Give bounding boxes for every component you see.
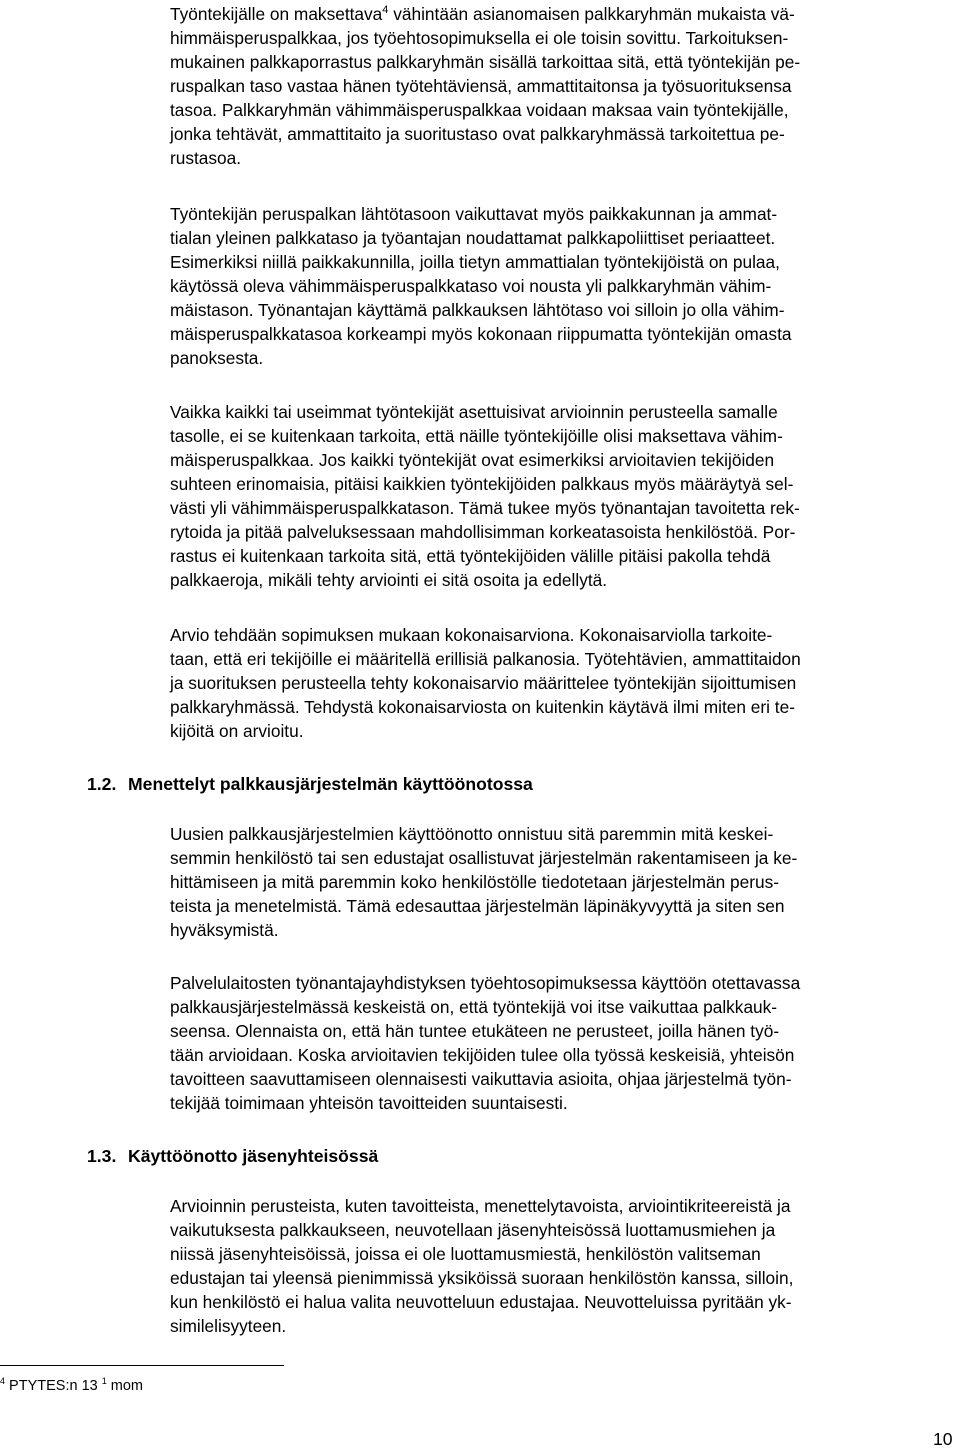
text-line: kun henkilöstö ei halua valita neuvotteluun edustajaa. Neuvotteluissa pyritään yk-: [170, 1292, 792, 1312]
text-line: ja suorituksen perusteella tehty kokonaisarvio määrittelee työntekijän sijoittumisen: [170, 673, 797, 693]
text-line: Arvio tehdään sopimuksen mukaan kokonaisarviona. Kokonaisarviolla tarkoite-: [170, 625, 773, 645]
text-line: semmin henkilöstö tai sen edustajat osallistuvat järjestelmän rakentamiseen ja ke-: [170, 848, 798, 868]
text-line: tasoa. Palkkaryhmän vähimmäisperuspalkkaa voidaan maksaa vain työntekijälle,: [170, 100, 789, 120]
text-line: palkkaeroja, mikäli tehty arviointi ei sitä osoita ja edellytä.: [170, 570, 608, 590]
text-line: Vaikka kaikki tai useimmat työntekijät asettuisivat arvioinnin perusteella samalle: [170, 402, 778, 422]
footnote-text-end: mom: [106, 1378, 143, 1394]
footnote-marker: 4: [0, 1376, 6, 1386]
text-line: rustasoa.: [170, 148, 242, 168]
text-line: Työntekijän peruspalkan lähtötasoon vaikuttavat myös paikkakunnan ja ammat-: [170, 204, 778, 224]
text-line: mäisperuspalkkatasoa korkeampi myös kokonaan riippumatta työntekijän omasta: [170, 324, 792, 344]
text-line: tekijää toimimaan yhteisön tavoitteiden suuntaisesti.: [170, 1093, 568, 1113]
text-line: niissä jäsenyhteisöissä, joissa ei ole luottamusmiestä, henkilöstön valitseman: [170, 1244, 761, 1264]
footnote: [0, 1376, 143, 1396]
text-line: taan, että eri tekijöille ei määritellä erillisiä palkanosia. Työtehtävien, ammattitaidon: [170, 649, 801, 669]
text-line: Palvelulaitosten työnantajayhdistyksen työehtosopimuksessa käyttöön otettavassa: [170, 973, 801, 993]
text-line: tavoitteen saavuttamiseen olennaisesti vaikuttavia asioita, ohjaa järjestelmä työn-: [170, 1069, 792, 1089]
footnote-text: PTYTES:n 13: [5, 1378, 102, 1394]
text-line: mäisperuspalkkaa. Jos kaikki työntekijät ovat esimerkiksi arvioitavien tekijöiden: [170, 450, 775, 470]
text-line: rastus ei kuitenkaan tarkoita sitä, että työntekijöiden välille pitäisi pakolla tehdä: [170, 546, 771, 566]
text-line: kijöitä on arvioitu.: [170, 721, 304, 741]
text-line: palkkaryhmässä. Tehdystä kokonaisarviosta on kuitenkin käytävä ilmi miten eri te-: [170, 697, 795, 717]
section-heading-1-2: [87, 772, 533, 796]
text-line: västi yli vähimmäisperuspalkkatason. Tämä tukee myös työnantajan tavoitetta rek-: [170, 498, 800, 518]
text-line: tään arvioidaan. Koska arvioitavien tekijöiden tulee olla työssä keskeisiä, yhteisön: [170, 1045, 795, 1065]
footnote-sub-marker: 1: [101, 1376, 107, 1386]
text-line: Työntekijälle on maksettava$^4$ vähintään asianomaisen palkkaryhmän mukaista vä-: [170, 4, 795, 24]
section-heading-1-3: [87, 1144, 378, 1168]
text-line: suhteen erinomaisia, pitäisi kaikkien työntekijöiden palkkaus myös määräytyä sel-: [170, 474, 794, 494]
text-line: ruspalkan taso vastaa hänen työtehtäviensä, ammattitaitonsa ja työsuorituksensa: [170, 76, 792, 96]
text-line: tialan yleinen palkkataso ja työantajan noudattamat palkkapoliittiset periaatteet.: [170, 228, 776, 248]
section-number: 1.2.: [87, 774, 117, 794]
text-line: Arvioinnin perusteista, kuten tavoitteista, menettelytavoista, arviointikriteereistä ja: [170, 1196, 791, 1216]
text-line: Esimerkiksi niillä paikkakunnilla, joilla tietyn ammattialan työntekijöistä on pulaa,: [170, 252, 780, 272]
text-line: seensa. Olennaista on, että hän tuntee etukäteen ne perusteet, joilla hänen työ-: [170, 1021, 780, 1041]
section-number: 1.3.: [87, 1146, 117, 1166]
text-line: hittämiseen ja mitä paremmin koko henkilöstölle tiedotetaan järjestelmän perus-: [170, 872, 779, 892]
text-line: palkkausjärjestelmässä keskeistä on, että työntekijä voi itse vaikuttaa palkkauk-: [170, 997, 778, 1017]
text-line: similelisyyteen.: [170, 1316, 287, 1336]
text-line: mukainen palkkaporrastus palkkaryhmän sisällä tarkoittaa sitä, että työntekijän pe-: [170, 52, 801, 72]
text-line: mäistason. Työnantajan käyttämä palkkauksen lähtötaso voi silloin jo olla vähim-: [170, 300, 785, 320]
footnote-separator: [0, 1365, 284, 1366]
page-number: 10: [933, 1429, 953, 1449]
section-title: Menettelyt palkkausjärjestelmän käyttöönotossa: [128, 774, 533, 794]
footnote-reference[interactable]: 4: [382, 4, 389, 16]
text-line: hyväksymistä.: [170, 920, 279, 940]
text-line: vaikutuksesta palkkaukseen, neuvotellaan jäsenyhteisössä luottamusmiehen ja: [170, 1220, 776, 1240]
text-line: panoksesta.: [170, 348, 264, 368]
text-line: edustajan tai yleensä pienimmissä yksiköissä suoraan henkilöstön kanssa, silloin,: [170, 1268, 794, 1288]
text-line: jonka tehtävät, ammattitaito ja suoritustaso ovat palkkaryhmässä tarkoitettua pe-: [170, 124, 785, 144]
text-line: himmäisperuspalkkaa, jos työehtosopimuksella ei ole toisin sovittu. Tarkoituksen-: [170, 28, 789, 48]
text-line: tasolle, ei se kuitenkaan tarkoita, että näille työntekijöille olisi maksettava vähim-: [170, 426, 783, 446]
text-line: rytoida ja pitää palveluksessaan mahdollisimman korkeatasoista henkilöstöä. Por-: [170, 522, 796, 542]
text-line: teista ja menetelmistä. Tämä edesauttaa järjestelmän läpinäkyvyyttä ja siten sen: [170, 896, 785, 916]
text-line: Uusien palkkausjärjestelmien käyttöönotto onnistuu sitä paremmin mitä keskei-: [170, 824, 774, 844]
section-title: Käyttöönotto jäsenyhteisössä: [128, 1146, 379, 1166]
text-line: käytössä oleva vähimmäisperuspalkkataso voi nousta yli palkkaryhmän vähim-: [170, 276, 772, 296]
